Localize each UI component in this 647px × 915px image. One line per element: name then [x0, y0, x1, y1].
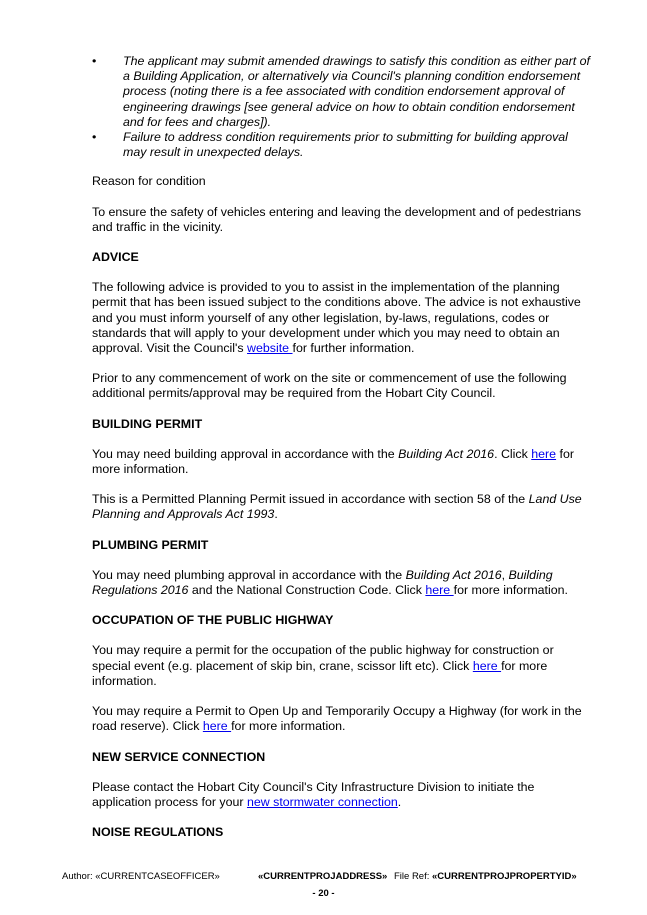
- list-item: • The applicant may submit amended drawings to satisfy this condition as either part of a Building Application, or alternatively via Council's planning condition endorsement process (noting there is a fee associated with condition endorsement approval of engineering drawings [see general advice on how to obtain condition endorsement and for fees and charges]).: [92, 54, 590, 129]
- plumbing-permit-paragraph: You may need plumbing approval in accordance with the Building Act 2016, Building Regulations 2016 and the National Construction Code. Click here for more information.: [92, 567, 568, 598]
- service-connection-heading: NEW SERVICE CONNECTION: [92, 749, 266, 764]
- highway-paragraph: You may require a permit for the occupation of the public highway for construction or special event (e.g. placement of skip bin, crane, scissor lift etc). Click here for more information.: [92, 643, 554, 688]
- service-connection-paragraph: Please contact the Hobart City Council's City Infrastructure Division to initiate the application process for your new stormwater connection.: [92, 779, 535, 809]
- bullet-list: [92, 54, 592, 160]
- plumbing-permit-heading: PLUMBING PERMIT: [92, 537, 209, 552]
- bullet-icon: •: [92, 130, 97, 145]
- advice-paragraph-2: Prior to any commencement of work on the site or commencement of use the following additional permits/approval may be required from the Hobart City Council.: [92, 371, 567, 401]
- stormwater-connection-link[interactable]: new stormwater connection: [246, 794, 398, 809]
- footer-file-ref: File Ref: «CURRENTPROJPROPERTYID»: [394, 871, 577, 882]
- road-reserve-here-link[interactable]: here: [202, 719, 232, 734]
- website-link[interactable]: website: [247, 341, 293, 356]
- building-permit-paragraph: You may need building approval in accordance with the Building Act 2016. Click here for more information.: [92, 446, 574, 477]
- footer-author: Author: «CURRENTCASEOFFICER»: [62, 871, 220, 882]
- reason-text: To ensure the safety of vehicles entering and leaving the development and of pedestrians and traffic in the vicinity.: [92, 204, 582, 234]
- list-item: • Failure to address condition requirements prior to submitting for building approval may result in unexpected delays.: [92, 130, 568, 160]
- plumbing-here-link[interactable]: here: [425, 583, 454, 598]
- reason-heading: Reason for condition: [92, 174, 206, 189]
- advice-paragraph: The following advice is provided to you to assist in the implementation of the planning permit that has been issued subject to the conditions above. The advice is not exhaustive and you must inform yourself of any other legislation, by-laws, regulations, codes or standards that will apply to your development under which you may need to obtain an approval. Visit the Council's website for further information.: [92, 280, 581, 356]
- road-reserve-paragraph: You may require a Permit to Open Up and Temporarily Occupy a Highway (for work in the road reserve). Click here for more information.: [92, 704, 582, 734]
- advice-heading: ADVICE: [92, 250, 139, 265]
- building-here-link[interactable]: here: [531, 446, 557, 461]
- bullet-icon: •: [92, 54, 97, 68]
- noise-regulations-heading: NOISE REGULATIONS: [92, 825, 224, 840]
- building-permit-heading: BUILDING PERMIT: [92, 416, 203, 431]
- permitted-permit-paragraph: This is a Permitted Planning Permit issued in accordance with section 58 of the Land Use Planning and Approvals Act 1993.: [92, 492, 582, 522]
- highway-here-link[interactable]: here: [472, 658, 502, 673]
- footer-address: «CURRENTPROJADDRESS»: [258, 871, 388, 882]
- document-body: [92, 54, 592, 855]
- public-highway-heading: OCCUPATION OF THE PUBLIC HIGHWAY: [92, 613, 334, 628]
- page-number: - 20 -: [312, 888, 335, 899]
